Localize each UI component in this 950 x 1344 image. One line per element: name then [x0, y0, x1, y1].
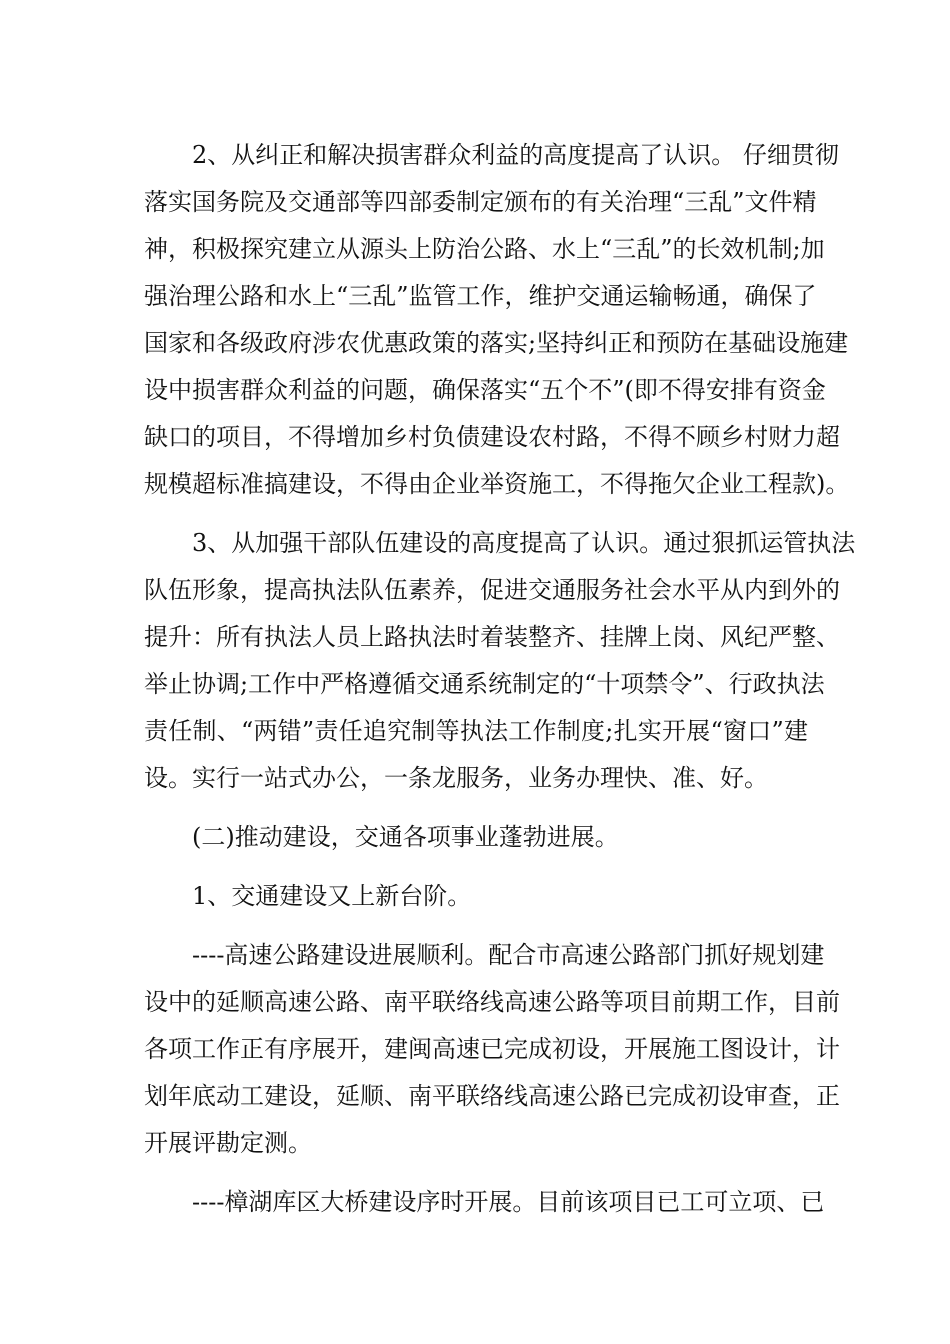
- text-line: 设中的延顺高速公路、南平联络线高速公路等项目前期工作，目前: [144, 988, 840, 1016]
- text-line: 国家和各级政府涉农优惠政策的落实;坚持纠正和预防在基础设施建: [144, 329, 849, 357]
- text-line: 各项工作正有序展开，建闽高速已完成初设，开展施工图设计，计: [144, 1035, 840, 1063]
- text-line: ----樟湖库区大桥建设序时开展。目前该项目已工可立项、已: [144, 1188, 825, 1216]
- text-line: 责任制、“两错”责任追究制等执法工作制度;扎实开展“窗口”建: [144, 717, 808, 745]
- section-heading-construction: [144, 814, 808, 861]
- paragraph-zhanghu-bridge: [144, 1179, 825, 1226]
- text-line: 开展评勘定测。: [144, 1129, 312, 1157]
- document-body: [144, 132, 856, 1226]
- text-line: 强治理公路和水上“三乱”监管工作，维护交通运输畅通，确保了: [144, 282, 817, 310]
- text-line: 1、交通建设又上新台阶。: [144, 882, 472, 910]
- text-line: 设中损害群众利益的问题，确保落实“五个不”(即不得安排有资金: [144, 376, 826, 404]
- text-line: ----高速公路建设进展顺利。配合市高速公路部门抓好规划建: [144, 941, 825, 969]
- text-line: 3、从加强干部队伍建设的高度提高了认识。通过狠抓运管执法: [144, 529, 856, 557]
- text-line: 神，积极探究建立从源头上防治公路、水上“三乱”的长效机制;加: [144, 235, 825, 263]
- paragraph-3-cadre-team: [144, 520, 856, 802]
- text-line: 划年底动工建设，延顺、南平联络线高速公路已完成初设审查，正: [144, 1082, 840, 1110]
- text-line: 队伍形象，提高执法队伍素养，促进交通服务社会水平从内到外的: [144, 576, 840, 604]
- text-line: 2、从纠正和解决损害群众利益的高度提高了认识。 仔细贯彻: [144, 141, 839, 169]
- text-line: 落实国务院及交通部等四部委制定颁布的有关治理“三乱”文件精: [144, 188, 817, 216]
- paragraph-2-cognition-interests: [144, 132, 850, 508]
- subheading-transport-construction: [144, 873, 808, 920]
- paragraph-expressway: [144, 932, 840, 1167]
- text-line: 举止协调;工作中严格遵循交通系统制定的“十项禁令”、行政执法: [144, 670, 825, 698]
- text-line: (二)推动建设，交通各项事业蓬勃进展。: [144, 823, 619, 851]
- text-line: 规模超标准搞建设，不得由企业举资施工，不得拖欠企业工程款)。: [144, 470, 850, 498]
- text-line: 设。实行一站式办公，一条龙服务，业务办理快、准、好。: [144, 764, 768, 792]
- text-line: 提升：所有执法人员上路执法时着装整齐、挂牌上岗、风纪严整、: [144, 623, 840, 651]
- text-line: 缺口的项目，不得增加乡村负债建设农村路，不得不顾乡村财力超: [144, 423, 840, 451]
